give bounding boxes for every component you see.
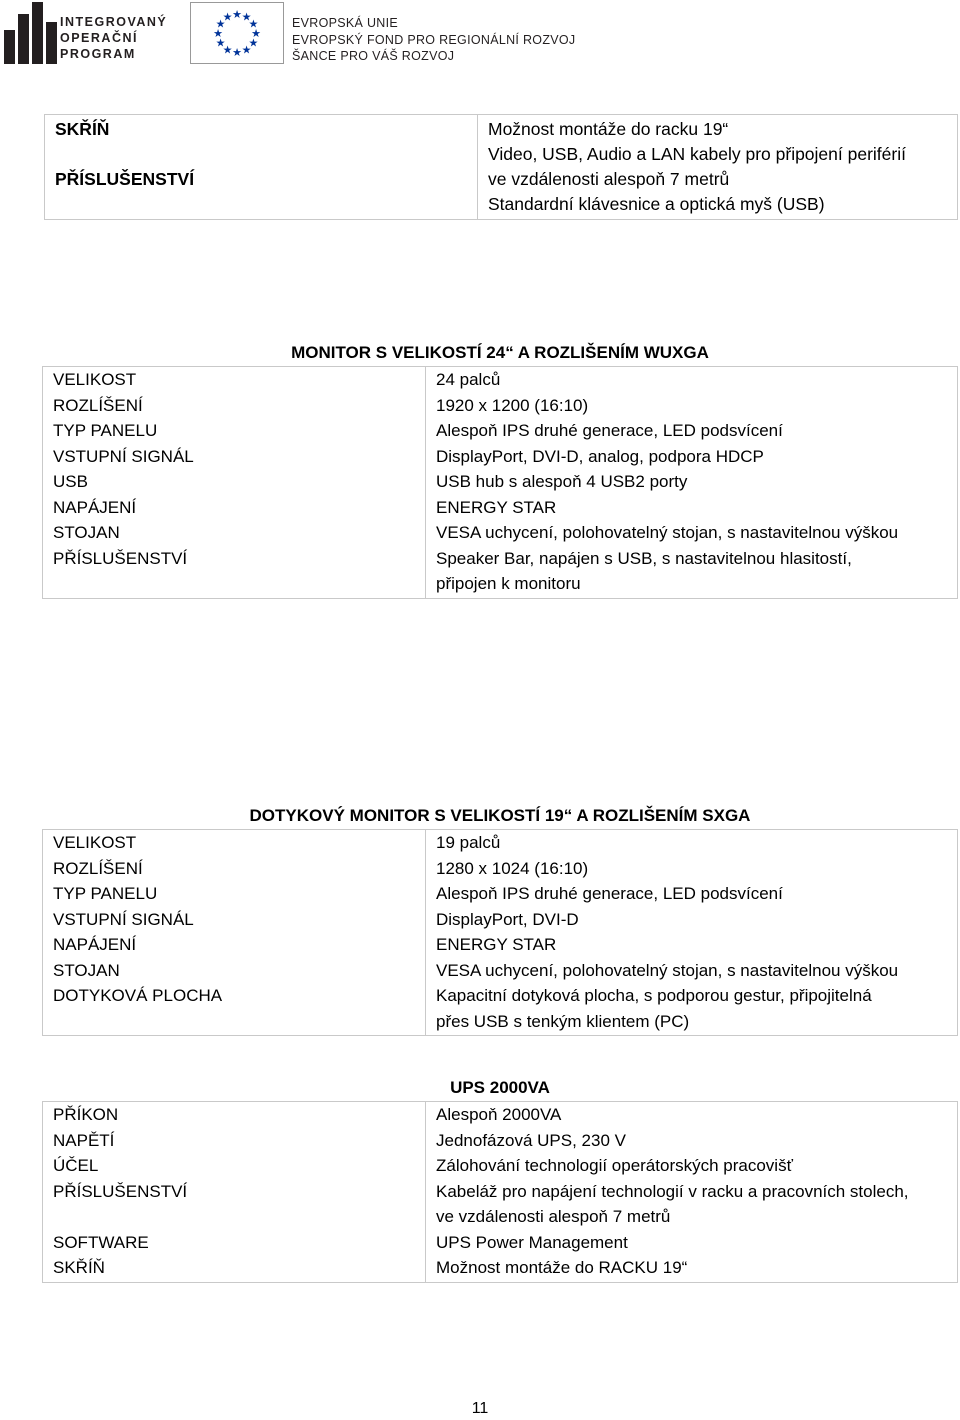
- section-title: MONITOR S VELIKOSTÍ 24“ A ROZLIŠENÍM WUXGA: [291, 343, 709, 362]
- spec-value-cell: [426, 983, 958, 1036]
- spec-label: PŘÍSLUŠENSTVÍ: [55, 169, 195, 189]
- spec-label: PŘÍSLUŠENSTVÍ: [43, 546, 426, 599]
- eu-star-icon: ★: [213, 28, 223, 40]
- spec-row: [43, 907, 958, 933]
- spec-value-cell: [426, 830, 958, 856]
- spec-row: [43, 856, 958, 882]
- spec-label: TYP PANELU: [43, 418, 426, 444]
- spec-label: DOTYKOVÁ PLOCHA: [43, 983, 426, 1036]
- spec-row: [43, 1102, 958, 1128]
- spec-label-cell: [45, 115, 478, 220]
- spec-value-line: 1920 x 1200 (16:10): [436, 395, 589, 415]
- spec-row: [43, 469, 958, 495]
- page-number: 11: [471, 1400, 489, 1417]
- spec-value-line: Speaker Bar, napájen s USB, s nastavitelnou hlasitostí,: [436, 548, 852, 568]
- spec-row: [43, 367, 958, 393]
- iop-logo-bars: [4, 2, 58, 64]
- section-title: UPS 2000VA: [450, 1078, 550, 1097]
- spec-value-cell: [426, 367, 958, 393]
- spec-value-line: Alespoň IPS druhé generace, LED podsvícení: [436, 884, 783, 903]
- spec-value-line: Jednofázová UPS, 230 V: [436, 1130, 626, 1150]
- spec-value-line: Video, USB, Audio a LAN kabely pro připojení periférií: [488, 144, 906, 164]
- spec-label: VELIKOST: [43, 367, 426, 393]
- spec-row: [43, 520, 958, 546]
- spec-row: [43, 983, 958, 1036]
- spec-value-line: ENERGY STAR: [436, 935, 557, 954]
- eu-text-line: ŠANCE PRO VÁŠ ROZVOJ: [292, 49, 455, 63]
- spec-value-line: ve vzdálenosti alespoň 7 metrů: [488, 169, 730, 189]
- spec-value-cell: [426, 958, 958, 984]
- spec-label: TYP PANELU: [43, 881, 426, 907]
- spec-value-line: Kabeláž pro napájení technologií v racku a pracovních stolech,: [436, 1181, 909, 1201]
- spec-value-line: 24 palců: [436, 370, 501, 389]
- spec-row: [43, 546, 958, 599]
- spec-label: VSTUPNÍ SIGNÁL: [43, 444, 426, 470]
- spec-label: PŘÍKON: [43, 1102, 426, 1128]
- eu-star-icon: ★: [232, 9, 242, 21]
- spec-value-cell: [426, 1128, 958, 1154]
- iop-logo-line: PROGRAM: [60, 47, 136, 61]
- spec-label: NAPÁJENÍ: [43, 495, 426, 521]
- spec-value-cell: [426, 469, 958, 495]
- spec-value-cell: [426, 1255, 958, 1282]
- spec-value-cell: [426, 520, 958, 546]
- spec-value-line: Alespoň 2000VA: [436, 1105, 562, 1124]
- spec-row: [43, 932, 958, 958]
- spec-value-line: UPS Power Management: [436, 1232, 628, 1252]
- spec-value-cell: [426, 907, 958, 933]
- spec-value-cell: [426, 1153, 958, 1179]
- spec-value-cell: [426, 418, 958, 444]
- spec-row: [43, 444, 958, 470]
- spec-value-line: ENERGY STAR: [436, 497, 557, 517]
- spec-value-line: Kapacitní dotyková plocha, s podporou gestur, připojitelná: [436, 986, 872, 1005]
- eu-star-icon: ★: [222, 44, 233, 57]
- section-title: DOTYKOVÝ MONITOR S VELIKOSTÍ 19“ A ROZLIŠENÍM SXGA: [249, 806, 751, 825]
- spec-value-cell: [426, 393, 958, 419]
- spec-value-cell: [478, 115, 958, 220]
- spec-row: [43, 1255, 958, 1282]
- spec-label: SKŘÍŇ: [55, 119, 110, 139]
- spec-value-cell: [426, 932, 958, 958]
- eu-text-line: EVROPSKÝ FOND PRO REGIONÁLNÍ ROZVOJ: [292, 32, 576, 47]
- spec-value-cell: [426, 1102, 958, 1128]
- spec-value-cell: [426, 881, 958, 907]
- spec-label: SKŘÍŇ: [43, 1255, 426, 1282]
- spec-value-line: Standardní klávesnice a optická myš (USB): [488, 194, 825, 214]
- spec-value-cell: [426, 1179, 958, 1230]
- spec-row: [43, 881, 958, 907]
- spec-value-line: Alespoň IPS druhé generace, LED podsvícení: [436, 421, 783, 440]
- spec-value-line: připojen k monitoru: [436, 574, 581, 593]
- spec-value-line: 19 palců: [436, 833, 501, 852]
- ups-section: [42, 1075, 958, 1283]
- spec-value-line: přes USB s tenkým klientem (PC): [436, 1011, 690, 1031]
- spec-row: [43, 1230, 958, 1256]
- spec-table-case: [44, 114, 958, 220]
- spec-row: [43, 958, 958, 984]
- eu-star-icon: ★: [241, 44, 252, 57]
- spec-value-line: Zálohování technologií operátorských pracovišť: [436, 1156, 793, 1175]
- spec-row: [43, 830, 958, 856]
- spec-value-line: Možnost montáže do racku 19“: [488, 119, 729, 139]
- spec-label: USB: [43, 469, 426, 495]
- page-header: [0, 0, 960, 68]
- iop-logo-text: [60, 14, 167, 62]
- spec-label: NAPĚTÍ: [43, 1128, 426, 1154]
- spec-value-cell: [426, 856, 958, 882]
- eu-star-icon: ★: [248, 18, 259, 31]
- iop-logo-line: OPERAČNÍ: [60, 31, 138, 45]
- spec-row: [43, 495, 958, 521]
- touch-monitor-section: [42, 803, 958, 1036]
- eu-star-icon: ★: [241, 11, 252, 24]
- spec-value-line: VESA uchycení, polohovatelný stojan, s nastavitelnou výškou: [436, 523, 899, 542]
- spec-value-cell: [426, 1230, 958, 1256]
- eu-star-icon: ★: [215, 37, 226, 50]
- spec-value-line: VESA uchycení, polohovatelný stojan, s nastavitelnou výškou: [436, 960, 899, 980]
- spec-label: NAPÁJENÍ: [43, 932, 426, 958]
- eu-text: [292, 15, 575, 65]
- spec-label: ROZLÍŠENÍ: [43, 393, 426, 419]
- eu-star-icon: ★: [248, 37, 259, 50]
- spec-value-line: DisplayPort, DVI-D: [436, 909, 579, 929]
- spec-table-touch-monitor: [42, 829, 958, 1036]
- iop-logo-line: INTEGROVANÝ: [60, 15, 168, 29]
- spec-row: [43, 418, 958, 444]
- spec-label: VSTUPNÍ SIGNÁL: [43, 907, 426, 933]
- spec-label: PŘÍSLUŠENSTVÍ: [43, 1179, 426, 1230]
- spec-value-cell: [426, 495, 958, 521]
- monitor-24-section: [42, 340, 958, 599]
- spec-label: SOFTWARE: [43, 1230, 426, 1256]
- spec-value-line: ve vzdálenosti alespoň 7 metrů: [436, 1207, 671, 1226]
- spec-row: [43, 1153, 958, 1179]
- spec-label: ÚČEL: [43, 1153, 426, 1179]
- eu-star-icon: ★: [251, 28, 261, 40]
- spec-table-ups: [42, 1101, 958, 1283]
- eu-star-icon: ★: [222, 11, 233, 24]
- eu-flag-icon: [190, 2, 284, 64]
- spec-value-line: Možnost montáže do RACKU 19“: [436, 1258, 688, 1277]
- spec-label: VELIKOST: [43, 830, 426, 856]
- spec-label: STOJAN: [43, 520, 426, 546]
- spec-value-line: DisplayPort, DVI-D, analog, podpora HDCP: [436, 446, 764, 466]
- spec-row: [43, 1128, 958, 1154]
- spec-value-line: USB hub s alespoň 4 USB2 porty: [436, 472, 688, 491]
- spec-table-monitor-24: [42, 366, 958, 599]
- spec-value-cell: [426, 444, 958, 470]
- spec-value-line: 1280 x 1024 (16:10): [436, 858, 589, 878]
- spec-row: [43, 1179, 958, 1230]
- spec-value-cell: [426, 546, 958, 599]
- eu-star-icon: ★: [215, 18, 226, 31]
- eu-text-line: EVROPSKÁ UNIE: [292, 16, 399, 30]
- spec-label: ROZLÍŠENÍ: [43, 856, 426, 882]
- eu-star-icon: ★: [232, 47, 242, 59]
- spec-row: [43, 393, 958, 419]
- iop-logo: [4, 2, 168, 64]
- spec-label: STOJAN: [43, 958, 426, 984]
